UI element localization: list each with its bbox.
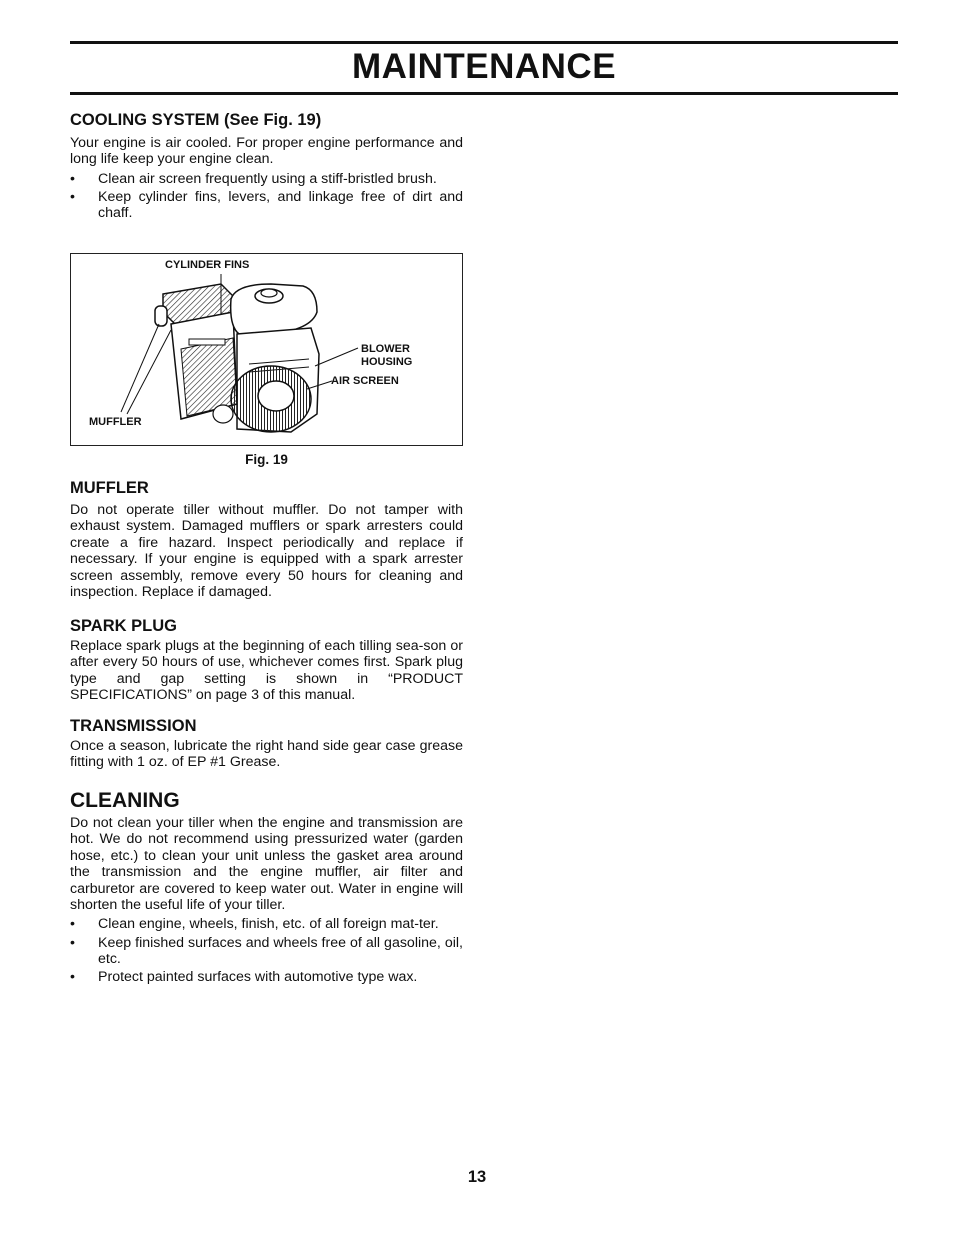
muffler-heading: MUFFLER	[70, 479, 149, 497]
cooling-bullet	[70, 171, 463, 187]
cleaning-body: Do not clean your tiller when the engine and transmission are hot. We do not recommend using pressurized water (garden hose, etc.) to clean your unit unless the gasket area around the transmission and the engine muffler, air filter and carburetor are covered to keep water out. Water in engine will shorten the useful life of your tiller.	[70, 815, 463, 914]
transmission-body: Once a season, lubricate the right hand side gear case grease fitting with 1 oz. of EP #1 Grease.	[70, 738, 463, 771]
label-blower-housing-line2: HOUSING	[361, 356, 413, 368]
cleaning-bullet-text: Protect painted surfaces with automotive type wax.	[98, 969, 418, 986]
engine-figure	[70, 253, 463, 446]
label-blower-housing-line1: BLOWER	[361, 343, 410, 355]
cleaning-bullet	[70, 969, 463, 985]
label-air-screen: AIR SCREEN	[331, 375, 399, 387]
cooling-bullet-text: Clean air screen frequently using a stiff-bristled brush.	[98, 170, 437, 187]
label-cylinder-fins: CYLINDER FINS	[165, 259, 250, 271]
label-muffler: MUFFLER	[89, 416, 142, 428]
transmission-section	[70, 716, 463, 771]
cooling-intro: Your engine is air cooled. For proper engine performance and long life keep your engine clean.	[70, 135, 463, 168]
cleaning-bullet-text: Keep finished surfaces and wheels free of all gasoline, oil, etc.	[98, 934, 463, 967]
cooling-bullet-text: Keep cylinder fins, levers, and linkage free of dirt and chaff.	[98, 189, 463, 222]
cleaning-bullet-text: Clean engine, wheels, finish, etc. of all foreign mat-ter.	[98, 916, 439, 933]
figure-caption: Fig. 19	[245, 452, 288, 467]
muffler-section	[70, 478, 463, 600]
header-rule-bottom	[70, 92, 898, 95]
transmission-heading: TRANSMISSION	[70, 717, 197, 735]
bullet-glyph: •	[70, 170, 75, 187]
bullet-glyph: •	[70, 934, 75, 951]
cooling-section	[70, 110, 463, 221]
bullet-glyph: •	[70, 189, 75, 206]
cleaning-bullet	[70, 935, 463, 967]
bullet-glyph: •	[70, 969, 75, 986]
cleaning-bullet	[70, 916, 463, 932]
page-number: 13	[467, 1168, 487, 1186]
header-rule-top	[70, 41, 898, 44]
spark-plug-heading: SPARK PLUG	[70, 617, 177, 635]
cooling-bullet	[70, 189, 463, 221]
bullet-glyph: •	[70, 916, 75, 933]
spark-plug-section	[70, 616, 463, 704]
cleaning-heading: CLEANING	[70, 789, 180, 812]
cleaning-section	[70, 789, 463, 985]
spark-plug-body: Replace spark plugs at the beginning of each tilling sea-son or after every 50 hours of use, whichever comes first. Spark plug type and gap setting is shown in “PRODUCT SPECIFICATIONS” on page 3 of this manual.	[70, 638, 463, 704]
cooling-heading: COOLING SYSTEM (See Fig. 19)	[70, 111, 322, 129]
muffler-body: Do not operate tiller without muffler. Do not tamper with exhaust system. Damaged mufflers or spark arresters could create a fire hazard. Inspect periodically and replace if necessary. If your engine is equipped with a spark arrester screen assembly, remove every 50 hours for cleaning and inspection. Replace if damaged.	[70, 502, 463, 601]
page-title: MAINTENANCE	[351, 47, 617, 86]
